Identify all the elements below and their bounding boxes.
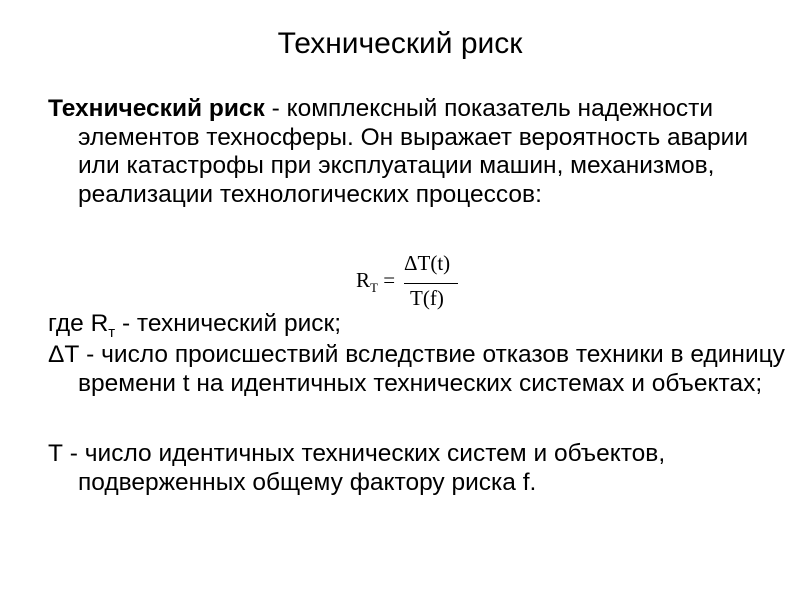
formula-numerator: ΔT(t) xyxy=(404,251,451,275)
definition-term: Технический риск xyxy=(48,95,265,122)
legend-subscript: т xyxy=(108,323,116,341)
legend-prefix: ΔТ xyxy=(48,341,80,368)
legend-item-incidents xyxy=(48,341,790,398)
formula-lhs-subscript: T xyxy=(370,280,378,296)
legend-text: - число происшествий вследствие отказов техники в единицу времени t на идентичных технических системах и объектах; xyxy=(78,341,785,397)
legend-text: - технический риск; xyxy=(115,310,342,337)
formula-denominator: T(f) xyxy=(410,286,444,310)
definition-paragraph xyxy=(48,95,790,209)
formula-lhs xyxy=(356,268,395,296)
formula-lhs-symbol: R xyxy=(356,268,371,292)
slide-title: Технический риск xyxy=(277,27,523,60)
legend-prefix: где R xyxy=(48,310,109,337)
formula-fraction-line xyxy=(404,283,458,284)
legend-prefix: Т xyxy=(48,440,63,467)
definition-text: - комплексный показатель надежности элементов техносферы. Он выражает вероятность аварии или катастрофы при эксплуатации машин, механизмов, реализации технологических процессов: xyxy=(78,95,749,208)
formula-equals: = xyxy=(377,268,396,292)
legend-text: - число идентичных технических систем и объектов, подверженных общему фактору риска f. xyxy=(62,440,666,496)
legend-item-systems xyxy=(48,440,790,497)
